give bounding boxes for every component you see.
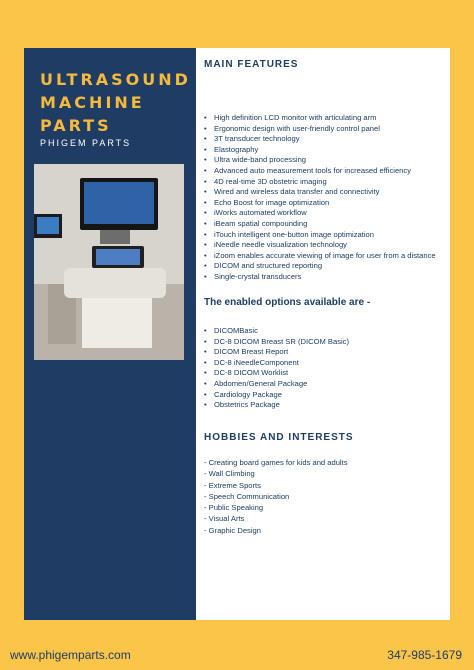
list-item: - Graphic Design <box>204 525 261 535</box>
list-item: • Obstetrics Package <box>204 400 349 411</box>
options-list <box>204 326 349 411</box>
brand-title-line: PARTS <box>40 116 112 135</box>
hobbies-list <box>204 457 348 536</box>
list-item: • iWorks automated workflow <box>204 208 436 219</box>
list-item: • DICOM Breast Report <box>204 347 349 358</box>
list-item: - Visual Arts <box>204 514 245 524</box>
brochure-card <box>24 48 450 620</box>
list-item: • Cardiology Package <box>204 390 349 401</box>
list-item: • iBeam spatial compounding <box>204 219 436 230</box>
brand-title-line: ULTRASOUND <box>40 70 191 89</box>
list-item: • Ergonomic design with user-friendly control panel <box>204 124 436 135</box>
brand-title <box>40 68 190 137</box>
list-item: • 3T transducer technology <box>204 134 436 145</box>
list-item: • DC-8 DICOM Worklist <box>204 368 349 379</box>
list-item: - Wall Climbing <box>204 469 255 479</box>
list-item: • Ultra wide-band processing <box>204 155 436 166</box>
options-heading: The enabled options available are - <box>204 297 371 308</box>
list-item: - Extreme Sports <box>204 480 261 490</box>
list-item: • iZoom enables accurate viewing of image for user from a distance <box>204 251 436 262</box>
list-item: • DC-8 iNeedleComponent <box>204 358 349 369</box>
list-item: • DICOMBasic <box>204 326 349 337</box>
list-item: • Advanced auto measurement tools for increased efficiency <box>204 166 436 177</box>
phone-number: 347-985-1679 <box>387 648 462 662</box>
list-item: • DICOM and structured reporting <box>204 261 436 272</box>
list-item: - Speech Communication <box>204 491 290 501</box>
list-item: • DC-8 DICOM Breast SR (DICOM Basic) <box>204 337 349 348</box>
list-item: • Wired and wireless data transfer and connectivity <box>204 187 436 198</box>
list-item: • Elastography <box>204 145 436 156</box>
list-item: • iTouch intelligent one-button image optimization <box>204 230 436 241</box>
list-item: • Single-crystal transducers <box>204 272 436 283</box>
list-item: - Public Speaking <box>204 503 264 513</box>
list-item: • High definition LCD monitor with articulating arm <box>204 113 436 124</box>
hobbies-heading: HOBBIES AND INTERESTS <box>204 432 354 443</box>
list-item: • 4D real-time 3D obstetric imaging <box>204 177 436 188</box>
brand-subtitle: PHIGEM PARTS <box>40 138 132 148</box>
main-features-list <box>204 113 436 283</box>
list-item: • Echo Boost for image optimization <box>204 198 436 209</box>
list-item: • Abdomen/General Package <box>204 379 349 390</box>
list-item: • iNeedle needle visualization technology <box>204 240 436 251</box>
brand-title-line: MACHINE <box>40 93 145 112</box>
main-features-heading: MAIN FEATURES <box>204 59 299 70</box>
list-item: - Creating board games for kids and adults <box>204 458 348 467</box>
website-link[interactable]: www.phigemparts.com <box>10 648 131 662</box>
ultrasound-machine-photo <box>34 164 184 360</box>
sidebar <box>24 48 196 620</box>
